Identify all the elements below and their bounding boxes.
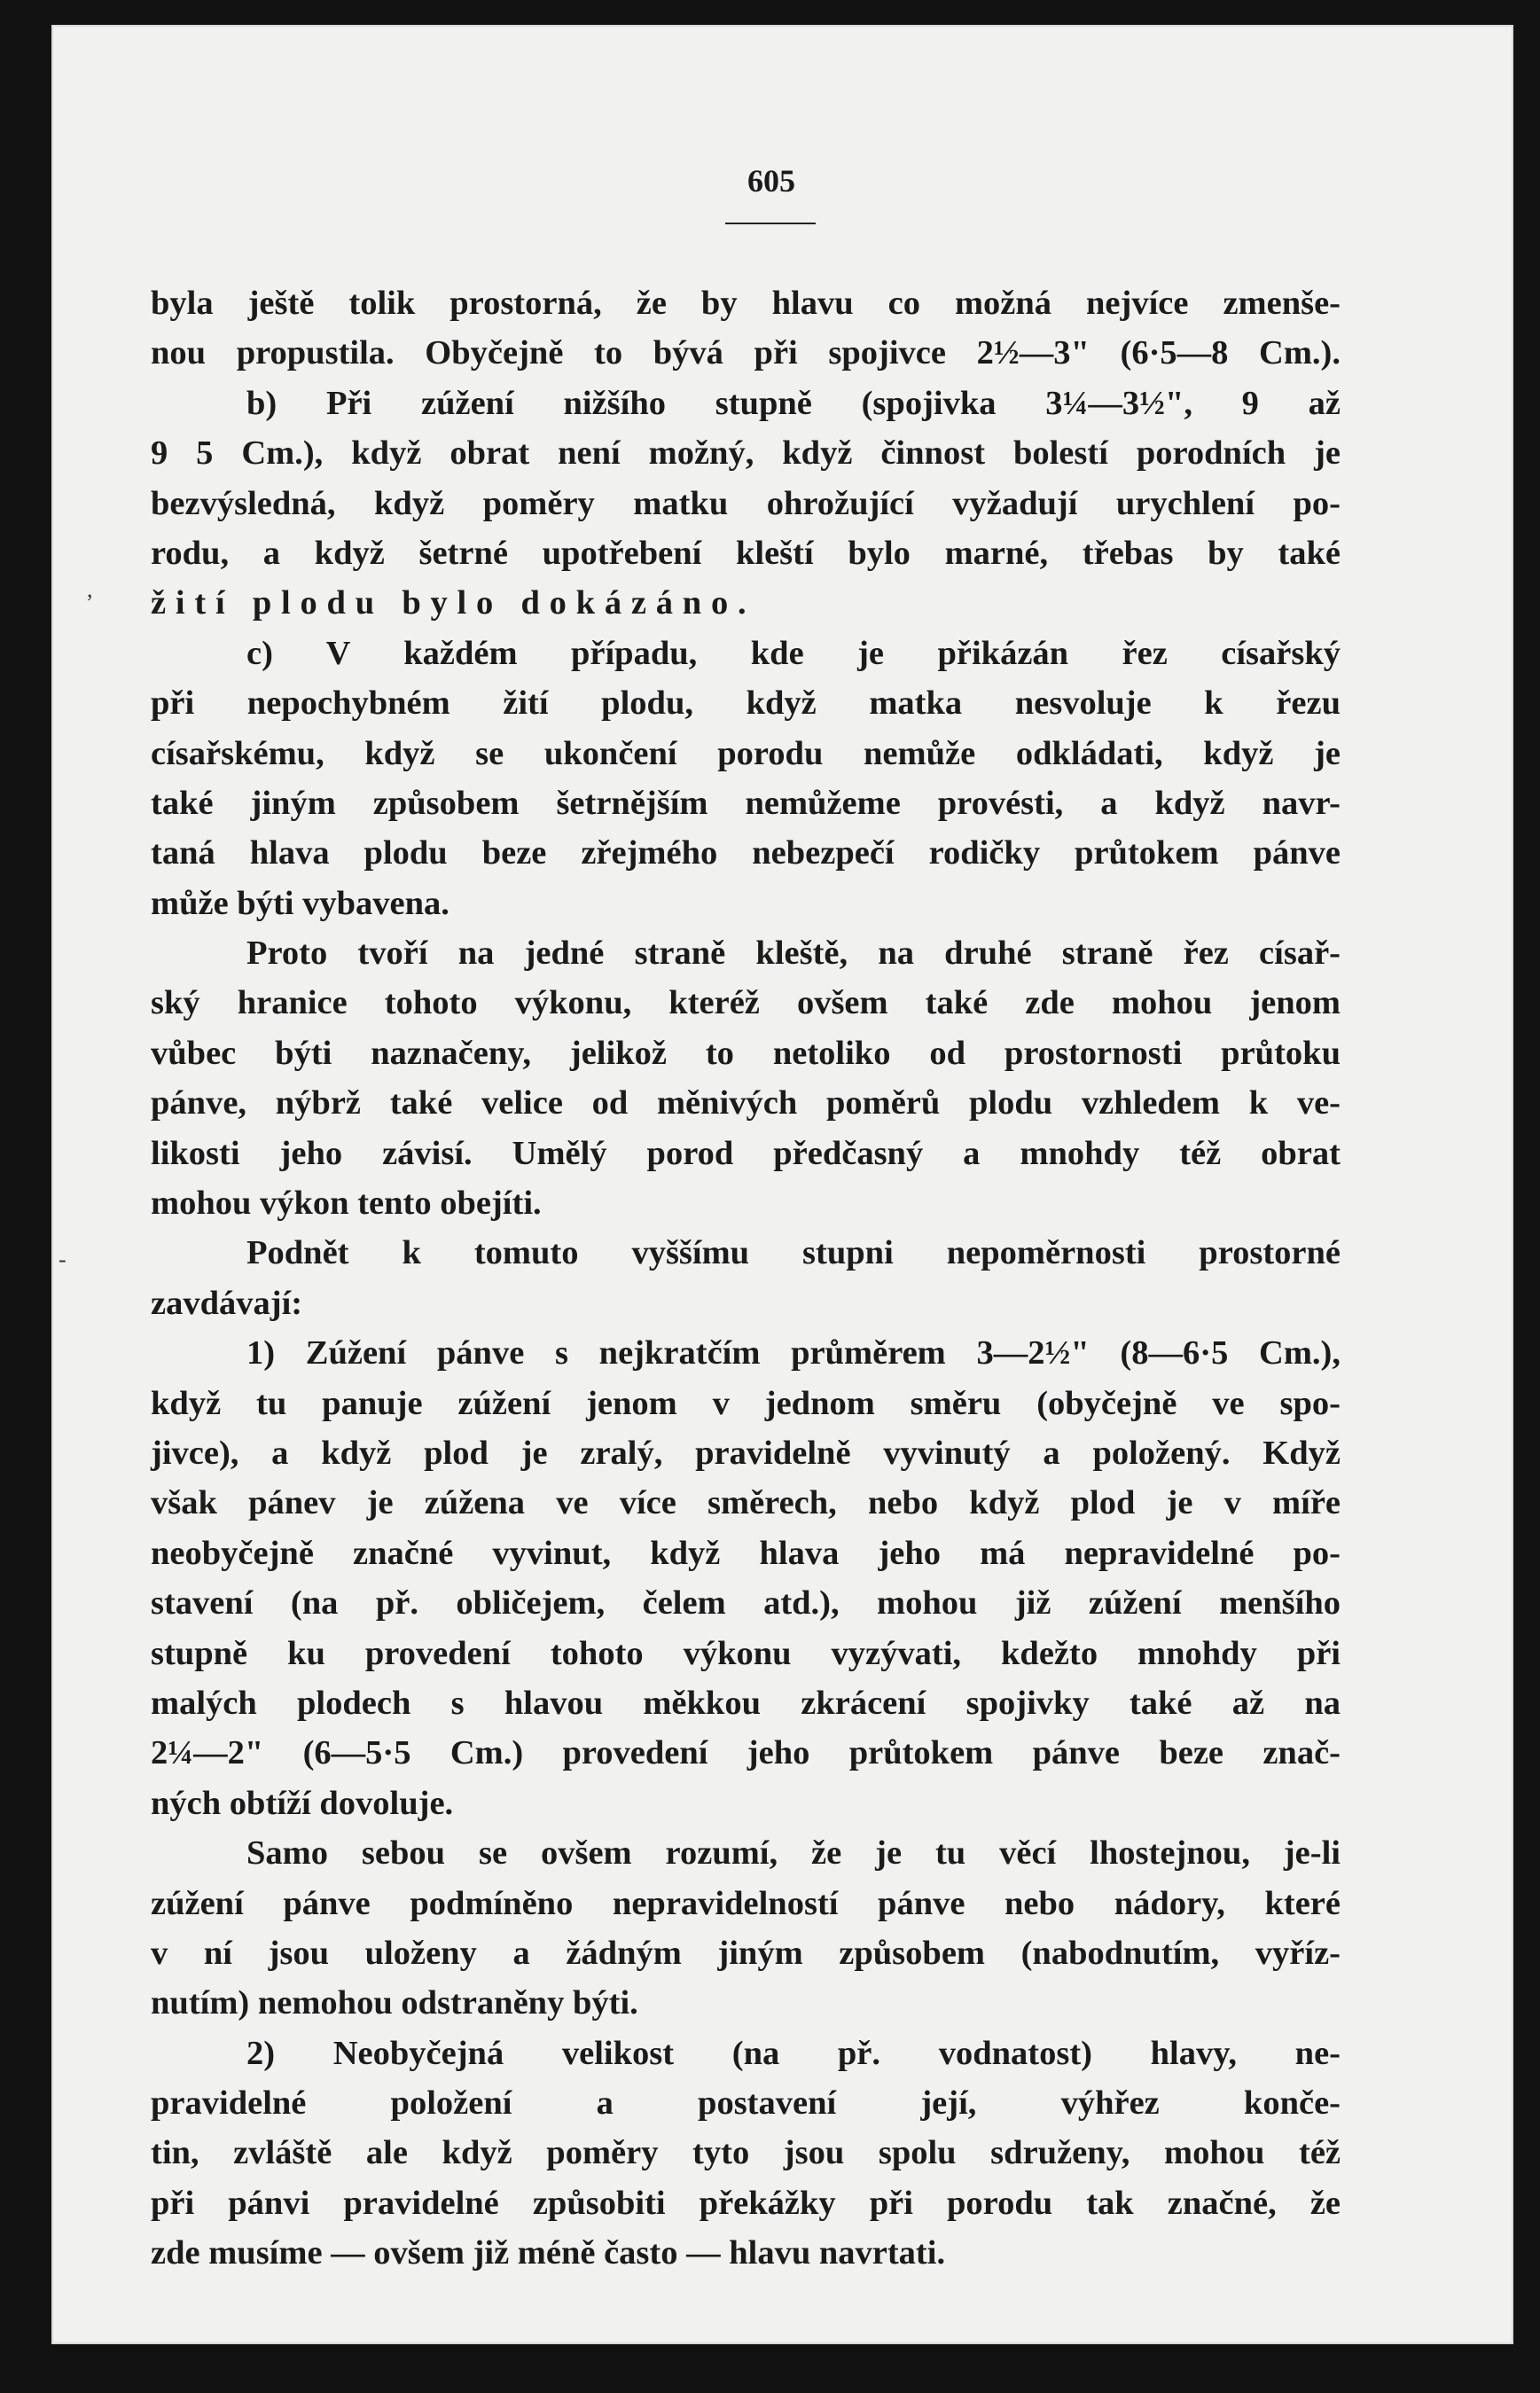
text-line: 1) Zúžení pánve s nejkratčím průměrem 3—2½" (8—6·5 Cm.),: [246, 1334, 1341, 1372]
page-number: 605: [747, 163, 795, 199]
text-line: likosti jeho závisí. Umělý porod předčasný a mnohdy též obrat: [151, 1134, 1341, 1172]
text-line: při nepochybném žití plodu, když matka nesvoluje k řezu: [151, 684, 1341, 723]
text-line: taná hlava plodu beze zřejmého nebezpečí rodičky průtokem pánve: [151, 834, 1341, 872]
text-line: však pánev je zúžena ve více směrech, nebo když plod je v míře: [151, 1484, 1341, 1522]
text-line: pravidelné položení a postavení její, výhřez konče-: [151, 2084, 1341, 2123]
text-line: b) Při zúžení nižšího stupně (spojivka 3¼—3½", 9 až: [246, 384, 1341, 422]
text-line: může býti vybavena.: [151, 884, 449, 922]
text-line: zde musíme — ovšem již méně často — hlavu navrtati.: [151, 2234, 946, 2272]
text-line: zúžení pánve podmíněno nepravidelností pánve nebo nádory, které: [151, 1884, 1341, 1922]
text-line: vůbec býti naznačeny, jelikož to netoliko od prostornosti průtoku: [151, 1034, 1341, 1072]
text-line: císařskému, když se ukončení porodu nemůže odkládati, když je: [151, 734, 1341, 772]
text-line: pánve, nýbrž také velice od měnivých poměrů plodu vzhledem k ve-: [151, 1084, 1341, 1122]
text-line: Podnět k tomuto vyššímu stupni nepoměrnosti prostorné: [246, 1234, 1341, 1272]
text-line: stupně ku provedení tohoto výkonu vyzývati, kdežto mnohdy při: [151, 1634, 1341, 1672]
text-line: mohou výkon tento obejíti.: [151, 1185, 542, 1223]
text-line: 2) Neobyčejná velikost (na př. vodnatost) hlavy, ne-: [246, 2034, 1341, 2072]
text-line: když tu panuje zúžení jenom v jednom směru (obyčejně ve spo-: [151, 1384, 1341, 1422]
text-line: Samo sebou se ovšem rozumí, že je tu věcí lhostejnou, je-li: [246, 1834, 1341, 1873]
text-line: c) V každém případu, kde je přikázán řez císařský: [246, 634, 1341, 672]
text-line: při pánvi pravidelné způsobiti překážky při porodu tak značné, že: [151, 2184, 1341, 2222]
text-line: bezvýsledná, když poměry matku ohrožující vyžadují urychlení po-: [151, 484, 1341, 522]
text-line: zavdávají:: [151, 1284, 303, 1322]
book-page: [51, 25, 1513, 2344]
text-line: jivce), a když plod je zralý, pravidelně vyvinutý a položený. Když: [151, 1434, 1341, 1472]
text-line: také jiným způsobem šetrnějším nemůžeme provésti, a když navr-: [151, 784, 1341, 822]
text-line: ných obtíží dovoluje.: [151, 1784, 454, 1822]
body-text: [151, 278, 1341, 2279]
text-line: 2¼—2" (6—5·5 Cm.) provedení jeho průtokem pánve beze znač-: [151, 1734, 1341, 1772]
text-line: v ní jsou uloženy a žádným jiným způsobem (nabodnutím, vyříz-: [151, 1934, 1341, 1972]
text-line: rodu, a když šetrné upotřebení kleští bylo marné, třebas by také: [151, 534, 1341, 572]
text-line: 9 5 Cm.), když obrat není možný, když činnost bolestí porodních je: [151, 434, 1341, 473]
text-line: malých plodech s hlavou měkkou zkrácení spojivky také až na: [151, 1684, 1341, 1722]
text-line: žití plodu bylo dokázáno.: [151, 584, 756, 622]
text-line: byla ještě tolik prostorná, že by hlavu co možná nejvíce zmenše-: [151, 285, 1341, 322]
margin-mark: ,: [87, 576, 93, 602]
text-line: neobyčejně značné vyvinut, když hlava jeho má nepravidelné po-: [151, 1534, 1341, 1572]
text-line: nutím) nemohou odstraněny býti.: [151, 1984, 638, 2022]
text-line: Proto tvoří na jedné straně kleště, na druhé straně řez císař-: [246, 935, 1341, 973]
margin-mark: -: [59, 1247, 66, 1272]
text-line: nou propustila. Obyčejně to bývá při spojivce 2½—3" (6·5—8 Cm.).: [151, 334, 1341, 372]
page-number-rule: [725, 223, 816, 224]
text-line: ský hranice tohoto výkonu, kteréž ovšem také zde mohou jenom: [151, 984, 1341, 1022]
text-line: stavení (na př. obličejem, čelem atd.), mohou již zúžení menšího: [151, 1584, 1341, 1623]
text-line: tin, zvláště ale když poměry tyto jsou spolu sdruženy, mohou též: [151, 2134, 1341, 2172]
